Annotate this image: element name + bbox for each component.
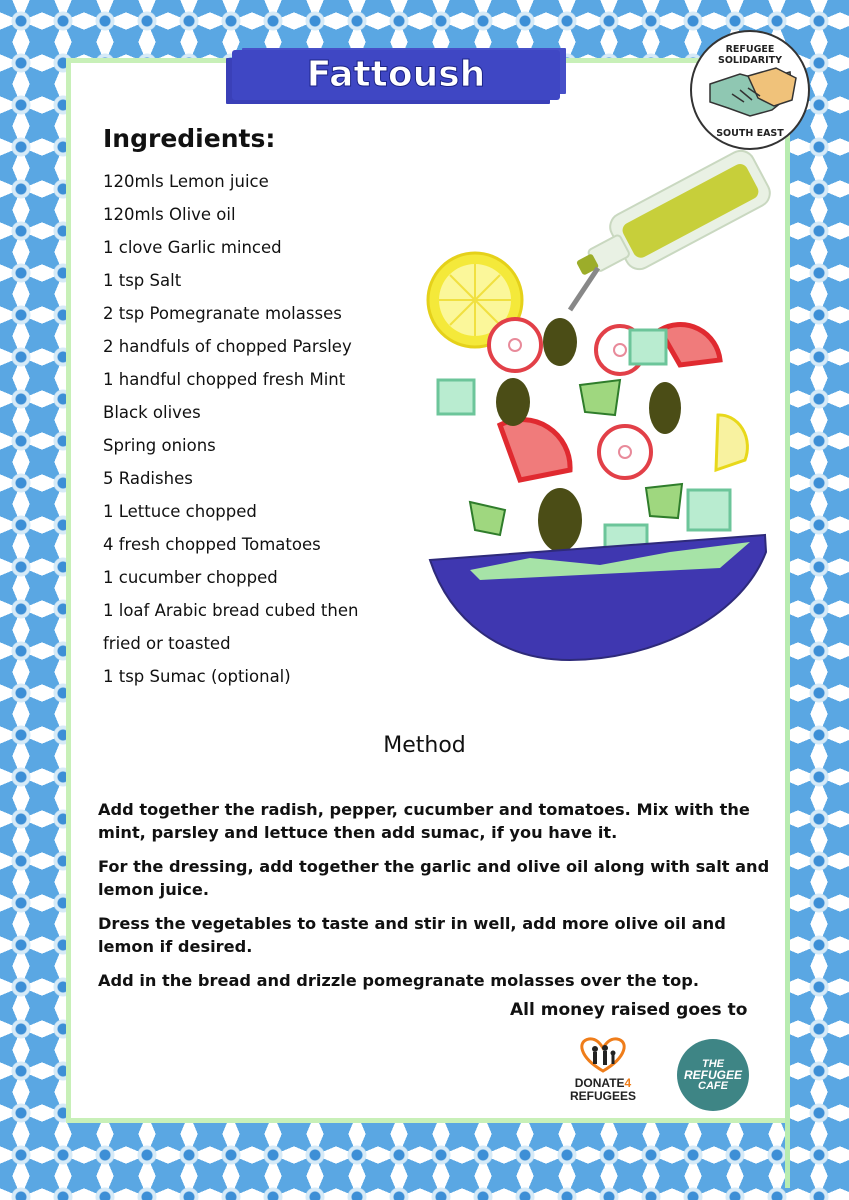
lemon-wedge-icon <box>716 415 747 470</box>
cucumber-cube-icon <box>630 330 666 364</box>
olive-icon <box>649 382 681 434</box>
ingredient-item: 5 Radishes <box>103 469 193 488</box>
card-accent-line <box>785 138 790 1188</box>
mint-leaf-icon <box>470 502 505 535</box>
refugee-cafe-logo <box>677 1039 749 1111</box>
ingredients-heading: Ingredients: <box>103 124 276 153</box>
refugee-solidarity-logo <box>690 30 810 150</box>
olive-icon <box>543 318 577 366</box>
ingredient-item: Spring onions <box>103 436 216 455</box>
method-step: Add in the bread and drizzle pomegranate molasses over the top. <box>98 971 699 990</box>
ingredient-item: Black olives <box>103 403 201 422</box>
cafe-line-2: REFUGEE <box>683 1067 742 1082</box>
cafe-line-1: THE <box>702 1057 724 1070</box>
page-title: Fattoush <box>306 54 486 95</box>
salad-illustration <box>420 140 780 670</box>
tomato-wedge-icon <box>660 324 720 365</box>
cucumber-cube-icon <box>688 490 730 530</box>
tomato-wedge-icon <box>500 420 570 480</box>
ingredient-item: 1 tsp Sumac (optional) <box>103 667 291 686</box>
ingredient-item: 1 Lettuce chopped <box>103 502 257 521</box>
ingredient-item: 2 handfuls of chopped Parsley <box>103 337 352 356</box>
method-heading: Method <box>383 733 466 758</box>
mint-leaf-icon <box>580 380 620 415</box>
donate-label: DONATE4 <box>574 1076 632 1090</box>
ingredient-item: 1 tsp Salt <box>103 271 182 290</box>
olive-icon <box>496 378 530 426</box>
ingredient-item: 4 fresh chopped Tomatoes <box>103 535 321 554</box>
olive-icon <box>538 488 582 552</box>
ingredient-item: 1 clove Garlic minced <box>103 238 282 257</box>
ingredient-item: 1 loaf Arabic bread cubed then <box>103 601 359 620</box>
method-step: For the dressing, add together the garlic and olive oil along with salt and lemon juice. <box>98 857 770 899</box>
mint-leaf-icon <box>646 484 682 518</box>
cucumber-cube-icon <box>438 380 474 414</box>
radish-slice-icon <box>489 319 541 371</box>
method-step: Add together the radish, pepper, cucumber and tomatoes. Mix with the mint, parsley and lettuce then add sumac, if you have it. <box>98 800 750 842</box>
cafe-line-3: CAFE <box>698 1079 728 1092</box>
ingredient-item: fried or toasted <box>103 634 231 653</box>
ingredient-item: 120mls Lemon juice <box>103 172 269 191</box>
ingredient-item: 1 cucumber chopped <box>103 568 278 587</box>
badge-top-text: REFUGEE SOLIDARITY <box>718 44 782 66</box>
family-heart-icon <box>573 1035 633 1073</box>
method-step: Dress the vegetables to taste and stir in well, add more olive oil and lemon if desired. <box>98 914 726 956</box>
method-steps <box>98 798 778 1003</box>
radish-slice-icon <box>599 426 651 478</box>
badge-bottom-text: SOUTH EAST <box>716 128 784 139</box>
ingredient-item: 2 tsp Pomegranate molasses <box>103 304 342 323</box>
ingredient-item: 120mls Olive oil <box>103 205 236 224</box>
donate4refugees-logo <box>563 1035 643 1107</box>
ingredient-item: 1 handful chopped fresh Mint <box>103 370 346 389</box>
money-raised-text: All money raised goes to <box>510 1000 748 1020</box>
refugees-label: REFUGEES <box>569 1089 636 1103</box>
ingredients-list <box>103 165 358 693</box>
